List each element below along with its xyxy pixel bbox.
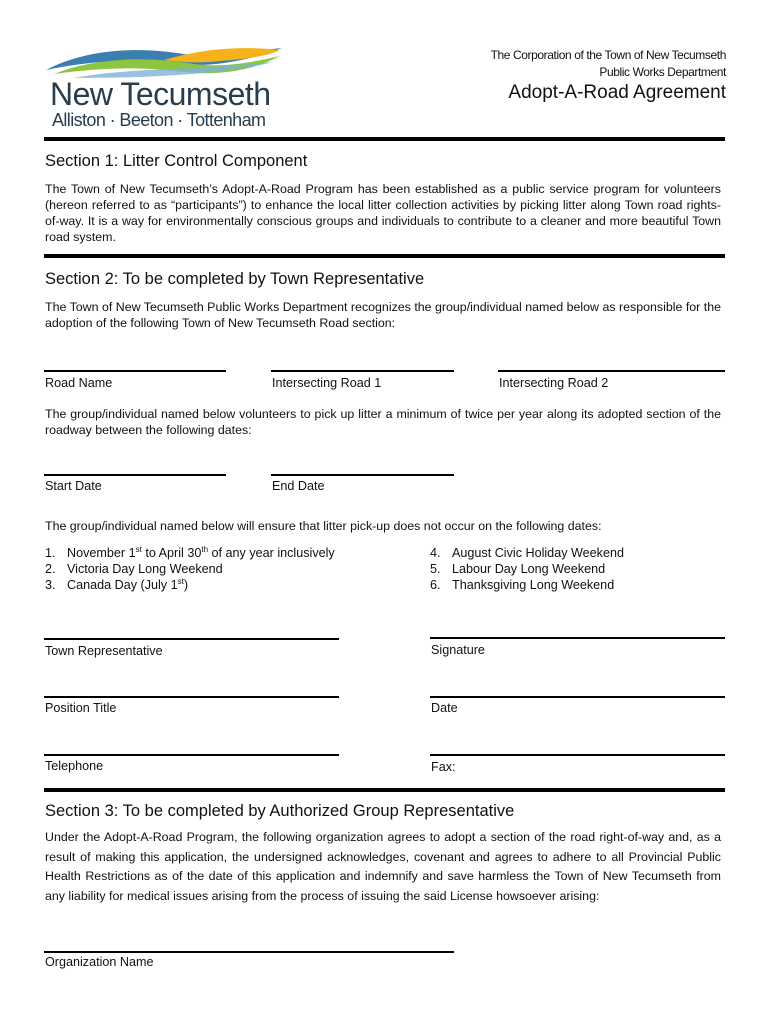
fax-field-line[interactable] bbox=[430, 754, 725, 756]
list-item bbox=[45, 545, 335, 561]
excluded-dates-list-right bbox=[430, 545, 624, 593]
divider-rule bbox=[44, 254, 725, 258]
list-text: Canada Day (July 1 bbox=[67, 578, 178, 592]
section2-intro: The Town of New Tecumseth Public Works Department recognizes the group/individual named below as responsible for the adoption of the following Town of New Tecumseth Road section: bbox=[45, 300, 721, 330]
position-title-field-line[interactable] bbox=[44, 696, 339, 698]
town-representative-field-line[interactable] bbox=[44, 638, 339, 640]
volunteer-text: The group/individual named below volunteers to pick up litter a minimum of twice per year along its adopted section of the roadway between the following dates: bbox=[45, 407, 721, 437]
list-text: Thanksgiving Long Weekend bbox=[452, 578, 615, 592]
list-text: to April 30 bbox=[141, 546, 202, 560]
intersecting-road-1-field-line[interactable] bbox=[271, 370, 454, 372]
list-number: 4. bbox=[430, 546, 441, 560]
document-title: Adopt-A-Road Agreement bbox=[508, 82, 726, 103]
superscript: st bbox=[177, 576, 184, 586]
divider-rule bbox=[44, 137, 725, 141]
logo-wordmark: New Tecumseth bbox=[50, 76, 271, 112]
list-text: ) bbox=[183, 578, 189, 592]
intersecting-road-2-label: Intersecting Road 2 bbox=[499, 376, 609, 390]
fax-label: Fax: bbox=[431, 760, 456, 774]
list-item bbox=[430, 561, 624, 577]
logo-communities: Alliston · Beeton · Tottenham bbox=[52, 110, 266, 130]
exclusion-text: The group/individual named below will ensure that litter pick-up does not occur on the following dates: bbox=[45, 519, 602, 533]
section2-title: Section 2: To be completed by Town Representative bbox=[45, 270, 425, 288]
section3-title: Section 3: To be completed by Authorized Group Representative bbox=[45, 802, 515, 820]
organization-name-label: Organization Name bbox=[45, 955, 154, 969]
header-department: Public Works Department bbox=[599, 65, 726, 79]
telephone-field-line[interactable] bbox=[44, 754, 339, 756]
list-text: Labour Day Long Weekend bbox=[452, 562, 606, 576]
header-org-name: The Corporation of the Town of New Tecumseth bbox=[490, 48, 726, 62]
list-number: 1. bbox=[45, 546, 56, 560]
start-date-label: Start Date bbox=[45, 479, 102, 493]
intersecting-road-2-field-line[interactable] bbox=[498, 370, 725, 372]
divider-rule bbox=[44, 788, 725, 792]
list-number: 2. bbox=[45, 562, 56, 576]
list-text: of any year inclusively bbox=[208, 546, 335, 560]
end-date-field-line[interactable] bbox=[271, 474, 454, 476]
date-label: Date bbox=[431, 701, 458, 715]
town-logo bbox=[44, 44, 284, 130]
position-title-label: Position Title bbox=[45, 701, 117, 715]
end-date-label: End Date bbox=[272, 479, 325, 493]
list-text: August Civic Holiday Weekend bbox=[452, 546, 624, 560]
section1-title: Section 1: Litter Control Component bbox=[45, 152, 308, 170]
list-item bbox=[430, 545, 624, 561]
date-field-line[interactable] bbox=[430, 696, 725, 698]
excluded-dates-list-left bbox=[45, 545, 335, 593]
superscript: th bbox=[201, 544, 209, 554]
organization-name-field-line[interactable] bbox=[44, 951, 454, 953]
superscript: st bbox=[135, 544, 142, 554]
road-name-label: Road Name bbox=[45, 376, 113, 390]
section1-body: The Town of New Tecumseth’s Adopt-A-Road Program has been established as a public service program for volunteers (hereon referred to as “participants”) to enhance the local litter collection activities by picking litter along Town road rights-of-way. It is a way for environmentally conscious groups and individuals to contribute to a cleaner and more beautiful Town road system. bbox=[45, 182, 721, 244]
start-date-field-line[interactable] bbox=[44, 474, 226, 476]
list-number: 6. bbox=[430, 578, 441, 592]
list-item bbox=[430, 577, 624, 593]
signature-label: Signature bbox=[431, 643, 485, 657]
list-number: 3. bbox=[45, 578, 56, 592]
list-number: 5. bbox=[430, 562, 441, 576]
signature-field-line[interactable] bbox=[430, 637, 725, 639]
town-representative-label: Town Representative bbox=[45, 644, 163, 658]
section3-body: Under the Adopt-A-Road Program, the following organization agrees to adopt a section of the road right-of-way and, as a result of making this application, the undersigned acknowledges, covenant and agrees to adhere to all Provincial Public Health Restrictions as of the date of this application and indemnify and save harmless the Town of New Tecumseth from any liability for medical issues arising from the process of issuing the said License howsoever arising: bbox=[45, 830, 721, 903]
intersecting-road-1-label: Intersecting Road 1 bbox=[272, 376, 382, 390]
telephone-label: Telephone bbox=[45, 759, 104, 773]
list-text: November 1 bbox=[67, 546, 136, 560]
road-name-field-line[interactable] bbox=[44, 370, 226, 372]
list-item bbox=[45, 577, 335, 593]
list-item bbox=[45, 561, 335, 577]
list-text: Victoria Day Long Weekend bbox=[67, 562, 223, 576]
